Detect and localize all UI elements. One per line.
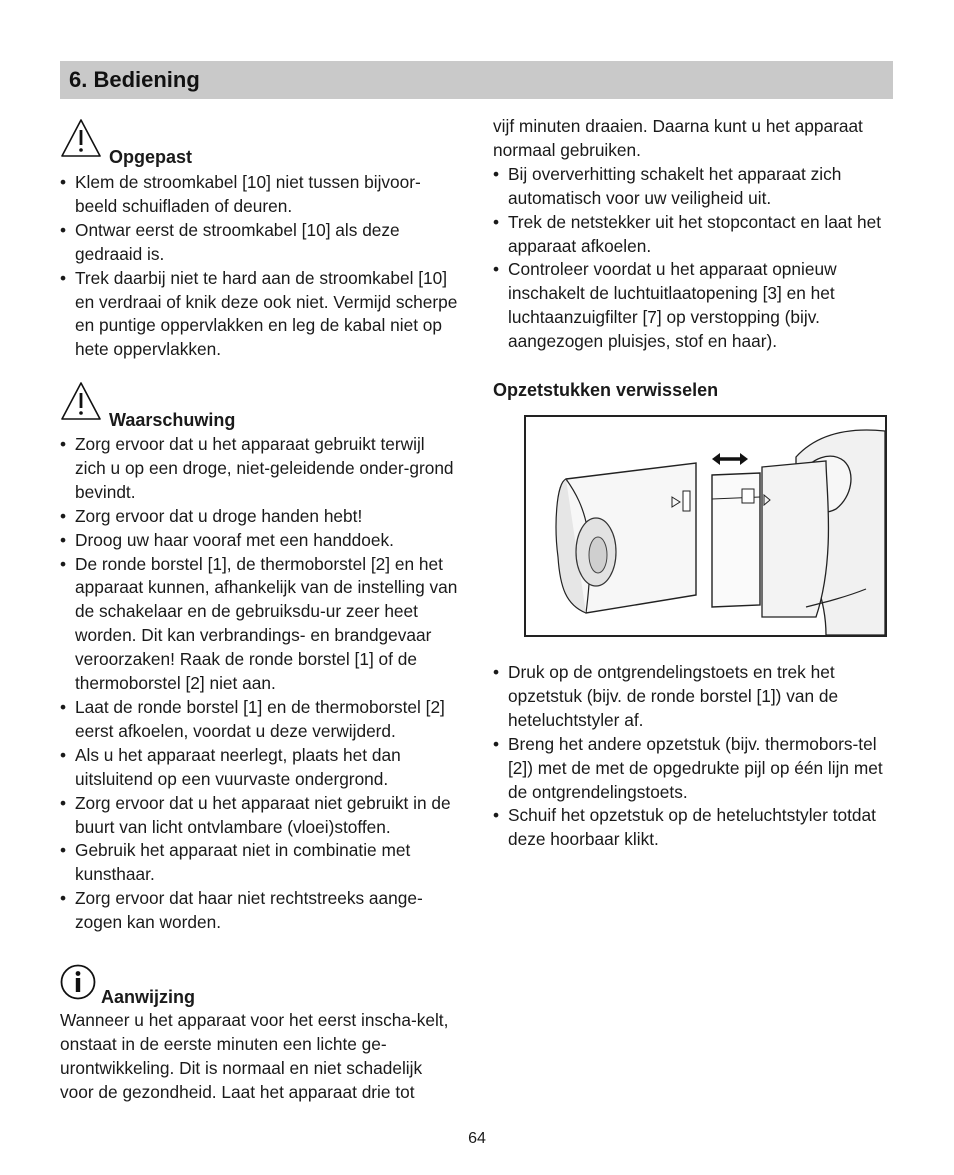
list-item: • Bij oververhitting schakelt het apparaat zich automatisch voor uw veiligheid uit. [493,163,893,211]
list-item: • Zorg ervoor dat u droge handen hebt! [60,505,460,529]
subheading-block [493,379,893,403]
overheat-list [493,163,893,354]
waarschuwing-heading [60,381,460,431]
aanwijzing-block [60,964,460,1105]
opgepast-heading [60,118,460,168]
list-item: • Controleer voordat u het apparaat opnieuw inschakelt de luchtuitlaatopening [3] en het luchtaanzuigfilter [7] op verstopping (bijv. aangezogen pluisjes, stof en haar). [493,258,893,354]
list-item: • Breng het andere opzetstuk (bijv. thermobors-tel [2]) met de met de opgedrukte pijl op één lijn met de ontgrendelingstoets. [493,733,893,805]
list-item: • Druk op de ontgrendelingstoets en trek het opzetstuk (bijv. de ronde borstel [1]) van de heteluchtstyler af. [493,661,893,733]
list-item: • Zorg ervoor dat u het apparaat niet gebruikt in de buurt van licht ontvlambare (vloei)stoffen. [60,792,460,840]
list-item: • Trek daarbij niet te hard aan de stroomkabel [10] en verdraai of knik deze ook niet. Vermijd scherpe en puntige oppervlakken en leg de kabal niet op hete oppervlakken. [60,267,460,363]
list-item: • Trek de netstekker uit het stopcontact en laat het apparaat afkoelen. [493,211,893,259]
steps-list [493,661,893,852]
attachment-change-illustration [524,415,887,637]
waarschuwing-title: Waarschuwing [109,410,236,430]
waarschuwing-block [60,381,460,935]
list-item: • Als u het apparaat neerlegt, plaats het dan uitsluitend op een vuurvaste ondergrond. [60,744,460,792]
list-item: • Ontwar eerst de stroomkabel [10] als deze gedraaid is. [60,219,460,267]
info-icon [60,964,96,1000]
list-item: • De ronde borstel [1], de thermoborstel [2] en het apparaat kunnen, afhankelijk van de instelling van de schakelaar en de gebruiksdu-ur zeer heet worden. Dit kan verbrandings- en brandgevaar veroorzaken! Raak de ronde borstel [1] of de thermoborstel [2] niet aan. [60,553,460,696]
warning-triangle-icon [60,381,102,421]
list-item: • Laat de ronde borstel [1] en de thermoborstel [2] eerst afkoelen, voordat u deze verwijderd. [60,696,460,744]
list-item: • Klem de stroomkabel [10] niet tussen bijvoor-beeld schuifladen of deuren. [60,171,460,219]
aanwijzing-title: Aanwijzing [101,987,195,1007]
steps-block [493,661,893,852]
waarschuwing-list [60,433,460,935]
section-header-bar [60,61,893,99]
page-number: 64 [468,1130,486,1147]
list-item: • Droog uw haar vooraf met een handdoek. [60,529,460,553]
continuation-block [493,115,893,354]
opgepast-title: Opgepast [109,147,193,167]
subheading-opzetstukken: Opzetstukken verwisselen [493,380,719,400]
continuation-text: vijf minuten draaien. Daarna kunt u het apparaat normaal gebruiken. [493,116,863,160]
styler-attachment-drawing [526,417,885,635]
warning-triangle-icon [60,118,102,158]
list-item: • Zorg ervoor dat haar niet rechtstreeks aange-zogen kan worden. [60,887,460,935]
section-title: 6. Bediening [69,67,200,92]
list-item: • Schuif het opzetstuk op de heteluchtstyler totdat deze hoorbaar klikt. [493,804,893,852]
list-item: • Gebruik het apparaat niet in combinatie met kunsthaar. [60,839,460,887]
aanwijzing-text: Wanneer u het apparaat voor het eerst inscha-kelt, onstaat in de eerste minuten een lichte ge-urontwikkeling. Dit is normaal en niet schadelijk voor de gezondheid. Laat het apparaat drie tot [60,1010,449,1102]
list-item: • Zorg ervoor dat u het apparaat gebruikt terwijl zich u op een droge, niet-geleidende onder-grond bevindt. [60,433,460,505]
opgepast-list [60,171,460,362]
opgepast-block [60,118,460,362]
aanwijzing-heading [60,964,460,1008]
